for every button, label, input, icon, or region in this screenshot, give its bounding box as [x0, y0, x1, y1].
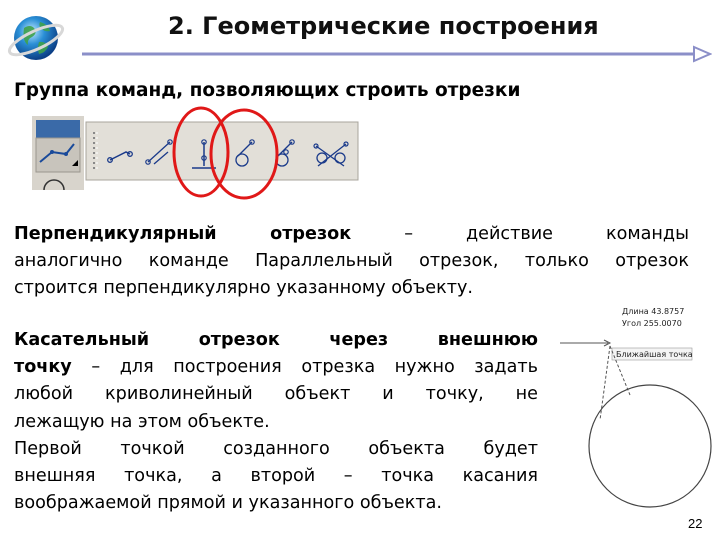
length-label: Длина 43.8757	[622, 307, 685, 316]
highlight-circles	[160, 104, 284, 200]
title-underline-arrow	[82, 44, 712, 64]
page-title: 2. Геометрические построения	[168, 12, 599, 40]
angle-label: Угол 255.0070	[622, 319, 682, 328]
perpendicular-term: Перпендикулярный отрезок	[14, 224, 352, 244]
snap-label: Ближайшая точка	[616, 350, 693, 359]
perpendicular-segment-description: Перпендикулярный отрезок – действие команды аналогично команде Параллельный отрезок, только отрезок строится перпендикулярно указанному объекту.	[14, 224, 689, 298]
tangent-term: Касательный отрезок через внешнюю	[14, 330, 538, 350]
section-subtitle: Группа команд, позволяющих строить отрезки	[14, 80, 521, 101]
globe-logo-icon	[6, 8, 66, 68]
page-number: 22	[688, 516, 703, 531]
tangent-segment-description: Касательный отрезок через внешнюю точку – для построения отрезка нужно задать любой криволинейный объект и точку, не лежащую на этом объекте. Первой точкой созданного объекта будет внешняя точка, а второй – точка касания воображаемой прямой и указанного объекта.	[14, 330, 538, 514]
tangent-construction-figure	[560, 300, 716, 520]
